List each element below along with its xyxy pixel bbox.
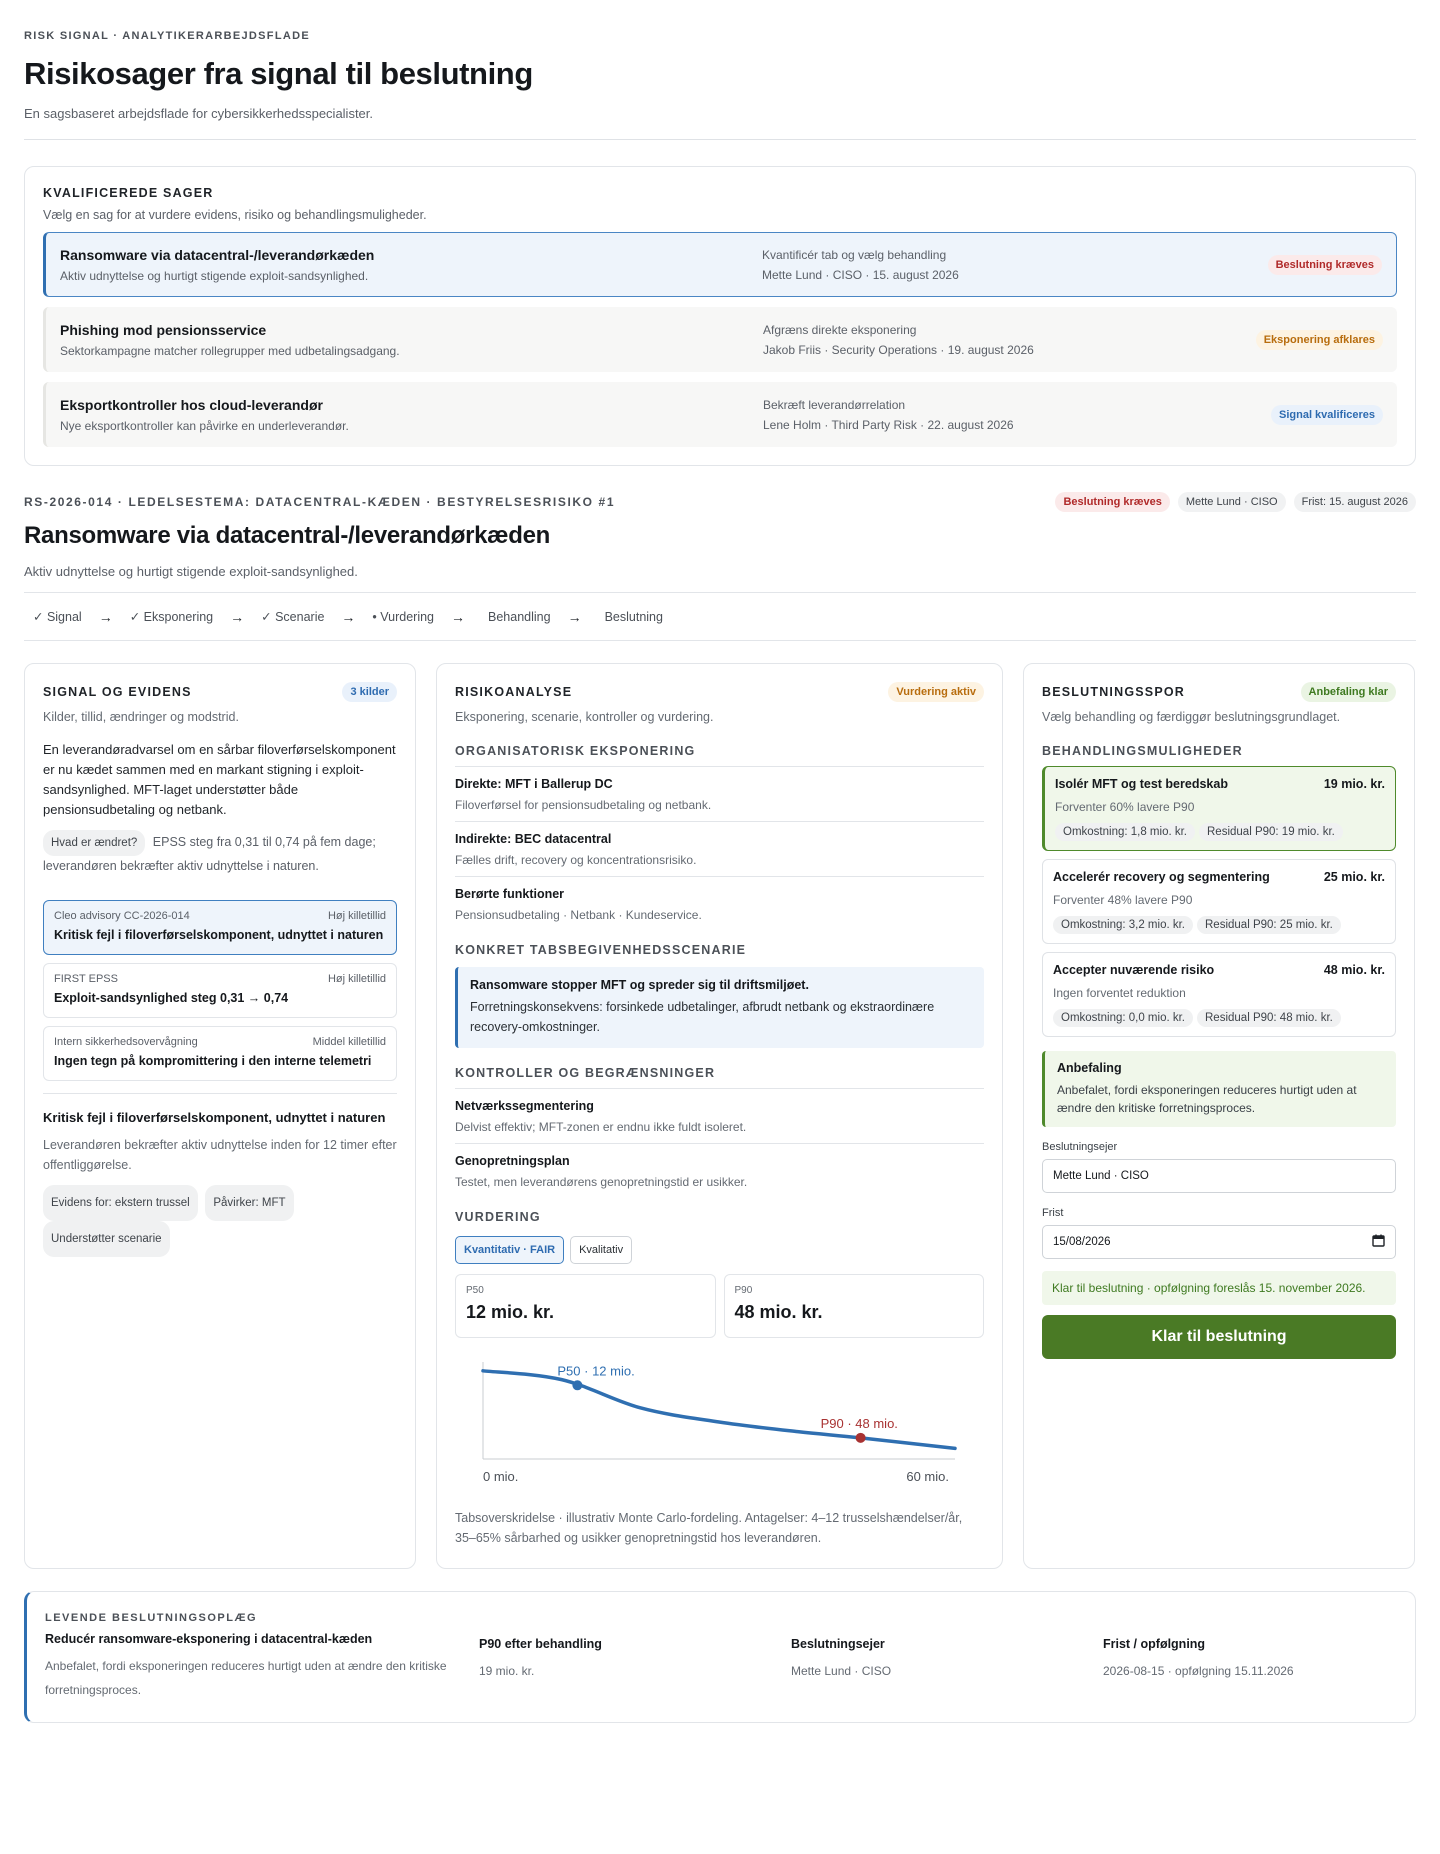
- case-title: Eksportkontroller hos cloud-leverandør: [60, 396, 323, 413]
- signal-evidence-panel: [24, 663, 416, 1569]
- controls-title: KONTROLLER OG BEGRÆNSNINGER: [455, 1066, 984, 1089]
- evidence-detail-text: Leverandøren bekræfter aktiv udnyttelse inden for 12 timer efter offentliggørelse.: [43, 1138, 397, 1172]
- loss-exceedance-svg: [455, 1356, 986, 1501]
- option-sub: Forventer 48% lavere P90: [1053, 893, 1193, 907]
- exposure-list: [455, 767, 984, 931]
- decision-desc: Vælg behandling og færdiggør beslutningsgrundlaget.: [1042, 710, 1341, 724]
- recommendation-title: Anbefaling: [1057, 1061, 1122, 1075]
- evidence-source: Cleo advisory CC-2026-014: [54, 910, 190, 922]
- owner-label: Beslutningsejer: [1042, 1141, 1118, 1153]
- risk-analysis-panel: [436, 663, 1003, 1569]
- signal-title: SIGNAL OG EVIDENS: [43, 685, 192, 699]
- marker-label-p50: P50 · 12 mio.: [557, 1363, 635, 1379]
- exposure-title: ORGANISATORISK EKSPONERING: [455, 744, 984, 767]
- exposure-item: [455, 877, 984, 931]
- brief-owner-value: Mette Lund · CISO: [791, 1664, 892, 1678]
- loss-stats: [455, 1274, 984, 1338]
- case-row-ransomware[interactable]: [43, 232, 1397, 297]
- brief-text: Anbefalet, fordi eksponeringen reduceres hurtigt uden at ændre den kritiske forretningsproces.: [45, 1659, 447, 1697]
- exposure-item-title: Direkte: MFT i Ballerup DC: [455, 777, 613, 791]
- assessment-badge: Vurdering aktiv: [888, 682, 984, 702]
- toggle-quantitative[interactable]: Kvantitativ · FAIR: [455, 1236, 564, 1264]
- recommendation-text: Anbefalet, fordi eksponeringen reduceres hurtigt uden at ændre den kritiske forretningsproces.: [1057, 1083, 1357, 1115]
- step-scenario[interactable]: ✓ Scenarie: [261, 610, 325, 624]
- option-residual: Residual P90: 48 mio. kr.: [1197, 1009, 1341, 1027]
- page-subtitle: En sagsbaseret arbejdsflade for cybersikkerhedsspecialister.: [24, 106, 374, 121]
- owner-value: Mette Lund · CISO: [1053, 1170, 1149, 1182]
- arrow-right-icon: →: [451, 608, 466, 625]
- case-sub: Nye eksportkontroller kan påvirke en underleverandør.: [60, 418, 349, 433]
- option-cost: Omkostning: 0,0 mio. kr.: [1053, 1009, 1193, 1027]
- arrow-right-icon: →: [567, 608, 582, 625]
- case-eyebrow: RS-2026-014 · LEDELSESTEMA: DATACENTRAL-KÆDEN · BESTYRELSESRISIKO #1: [24, 495, 616, 509]
- control-item: [455, 1089, 984, 1144]
- what-changed-chip: Hvad er ændret?: [43, 830, 145, 856]
- option-title: Isolér MFT og test beredskab: [1055, 777, 1228, 791]
- deadline-label: Frist: [1042, 1207, 1064, 1219]
- evidence-tags: [43, 1185, 397, 1257]
- control-text: Testet, men leverandørens genopretningstid er usikker.: [455, 1175, 748, 1189]
- p50-value: 12 mio. kr.: [466, 1302, 555, 1322]
- p50-label: P50: [466, 1285, 484, 1296]
- arrow-right-icon: →: [230, 608, 245, 625]
- signal-body: En leverandøradvarsel om en sårbar filoverførselskomponent er nu kædet sammen med en markant stigning i exploit-sandsynlighed. MFT-laget understøtter både pensionsudbetaling og netbank.: [43, 742, 396, 817]
- evidence-item[interactable]: [43, 1026, 397, 1081]
- deadline-date-input[interactable]: [1042, 1225, 1396, 1259]
- control-title: Genopretningsplan: [455, 1154, 570, 1168]
- option-cost: Omkostning: 3,2 mio. kr.: [1053, 916, 1193, 934]
- step-signal[interactable]: ✓ Signal: [33, 610, 82, 624]
- evidence-title: Ingen tegn på kompromittering i den interne telemetri: [54, 1054, 372, 1068]
- header-divider: [24, 139, 1416, 140]
- signal-desc: Kilder, tillid, ændringer og modstrid.: [43, 710, 239, 724]
- evidence-tag: Understøtter scenarie: [43, 1221, 170, 1257]
- toggle-qualitative[interactable]: Kvalitativ: [570, 1236, 632, 1264]
- qualified-cases-panel: [24, 166, 1416, 466]
- what-changed-text: EPSS steg fra 0,31 til 0,74 på fem dage; leverandøren bekræfter aktiv udnyttelse i naturen.: [43, 835, 376, 873]
- case-owner: Lene Holm · Third Party Risk · 22. august 2026: [763, 417, 1014, 432]
- brief-p90-value: 19 mio. kr.: [479, 1664, 535, 1678]
- brief-eyebrow: LEVENDE BESLUTNINGSOPLÆG: [45, 1612, 258, 1624]
- brief-owner-label: Beslutningsejer: [791, 1637, 885, 1651]
- exposure-item-text: Pensionsudbetaling · Netbank · Kundeservice.: [455, 908, 702, 922]
- workflow-steps: [24, 592, 1416, 641]
- chart-note: Tabsoverskridelse · illustrativ Monte Carlo-fordeling. Antagelser: 4–12 trusselshændelser/år, 35–65% sårbarhed og usikker genopretningstid hos leverandøren.: [455, 1511, 963, 1545]
- arrow-right-icon: →: [98, 608, 113, 625]
- evidence-tag: Evidens for: ekstern trussel: [43, 1185, 198, 1221]
- assessment-title: VURDERING: [455, 1210, 541, 1224]
- treatment-option[interactable]: [1042, 859, 1396, 944]
- exposure-item-title: Indirekte: BEC datacentral: [455, 832, 612, 846]
- exceedance-curve: [483, 1371, 955, 1449]
- case-desc: Aktiv udnyttelse og hurtigt stigende exploit-sandsynlighed.: [24, 564, 358, 579]
- step-treatment[interactable]: Behandling: [488, 609, 551, 624]
- assessment-mode-toggle: [455, 1236, 984, 1264]
- p90-label: P90: [734, 1285, 753, 1296]
- marker-point-p50: [572, 1380, 582, 1390]
- case-title: Phishing mod pensionsservice: [60, 321, 267, 338]
- option-title: Accepter nuværende risiko: [1053, 963, 1215, 977]
- page-header: [24, 30, 1416, 140]
- brief-title: Reducér ransomware-eksponering i datacentral-kæden: [45, 1632, 373, 1646]
- risk-title: RISIKOANALYSE: [455, 685, 573, 699]
- brief-deadline-value: 2026-08-15 · opfølgning 15.11.2026: [1103, 1664, 1294, 1678]
- scenario-head: Ransomware stopper MFT og spreder sig til driftsmiljøet.: [470, 978, 809, 992]
- evidence-item[interactable]: [43, 900, 397, 955]
- exposure-item-text: Fælles drift, recovery og koncentrationsrisiko.: [455, 853, 697, 867]
- evidence-detail-title: Kritisk fejl i filoverførselskomponent, udnyttet i naturen: [43, 1110, 386, 1125]
- case-title: Ransomware via datacentral-/leverandørkæden: [60, 246, 375, 263]
- evidence-title: Exploit-sandsynlighed steg 0,31 → 0,74: [54, 991, 289, 1005]
- case-owner: Mette Lund · CISO · 15. august 2026: [762, 267, 959, 282]
- option-cost: Omkostning: 1,8 mio. kr.: [1055, 823, 1195, 841]
- live-decision-brief: [24, 1591, 1416, 1723]
- status-badge: Eksponering afklares: [1256, 330, 1383, 350]
- p90-value: 48 mio. kr.: [734, 1302, 823, 1322]
- step-exposure[interactable]: ✓ Eksponering: [129, 610, 214, 624]
- risk-desc: Eksponering, scenarie, kontroller og vurdering.: [455, 710, 714, 724]
- brief-deadline-label: Frist / opfølgning: [1103, 1637, 1206, 1651]
- case-deadline-chip: Frist: 15. august 2026: [1294, 492, 1416, 512]
- case-row-phishing[interactable]: [43, 307, 1397, 372]
- evidence-trust: Høj killetillid: [327, 973, 386, 985]
- recommendation-badge: Anbefaling klar: [1301, 682, 1396, 702]
- exposure-item-title: Berørte funktioner: [455, 887, 565, 901]
- treatment-option[interactable]: [1042, 952, 1396, 1037]
- option-amount: 25 mio. kr.: [1323, 870, 1385, 884]
- x-tick-label: 60 mio.: [906, 1469, 949, 1484]
- evidence-tag: Påvirker: MFT: [205, 1185, 293, 1221]
- p50-stat: [455, 1274, 716, 1338]
- treatment-option[interactable]: [1042, 766, 1396, 851]
- case-next-step: Bekræft leverandørrelation: [763, 397, 906, 412]
- app-eyebrow: RISK SIGNAL · ANALYTIKERARBEJDSFLADE: [24, 30, 310, 42]
- control-text: Delvist effektiv; MFT-zonen er endnu ikke fuldt isoleret.: [455, 1120, 747, 1134]
- p90-stat: [724, 1274, 985, 1338]
- control-title: Netværkssegmentering: [455, 1099, 594, 1113]
- evidence-source: Intern sikkerhedsovervågning: [54, 1036, 198, 1048]
- option-sub: Ingen forventet reduktion: [1053, 986, 1186, 1000]
- brief-p90-label: P90 efter behandling: [479, 1637, 602, 1651]
- what-changed: [43, 830, 397, 876]
- decision-title: BESLUTNINGSSPOR: [1042, 685, 1186, 699]
- exposure-item: [455, 822, 984, 877]
- loss-exceedance-chart: [455, 1356, 984, 1504]
- option-sub: Forventer 60% lavere P90: [1055, 800, 1195, 814]
- scenario-text: Forretningskonsekvens: forsinkede udbetalinger, afbrudt netbank og ekstraordinære recovery-omkostninger.: [470, 1000, 935, 1034]
- marker-label-p90: P90 · 48 mio.: [820, 1415, 898, 1431]
- case-sub: Aktiv udnyttelse og hurtigt stigende exploit-sandsynlighed.: [60, 268, 369, 283]
- scenario-title: KONKRET TABSBEGIVENHEDSSCENARIE: [455, 943, 747, 957]
- cases-desc: Vælg en sag for at vurdere evidens, risiko og behandlingsmuligheder.: [43, 208, 427, 222]
- option-amount: 48 mio. kr.: [1323, 963, 1385, 977]
- evidence-trust: Høj killetillid: [327, 910, 386, 922]
- evidence-item[interactable]: [43, 963, 397, 1018]
- ready-for-decision-button[interactable]: Klar til beslutning: [1042, 1315, 1396, 1359]
- exposure-item: [455, 767, 984, 822]
- case-sub: Sektorkampagne matcher rollegrupper med udbetalingsadgang.: [60, 343, 400, 358]
- ready-note: Klar til beslutning · opfølgning foreslås 15. november 2026.: [1042, 1271, 1396, 1305]
- x-tick-label: 0 mio.: [483, 1469, 519, 1484]
- scenario-box: [455, 967, 984, 1048]
- control-item: [455, 1144, 984, 1198]
- deadline-value: 15/08/2026: [1053, 1236, 1111, 1248]
- evidence-divider: [43, 1093, 397, 1094]
- status-badge: Beslutning kræves: [1268, 255, 1382, 275]
- case-next-step: Afgræns direkte eksponering: [763, 322, 917, 337]
- options-title: BEHANDLINGSMULIGHEDER: [1042, 744, 1243, 758]
- case-header: [24, 492, 1416, 512]
- case-next-step: Kvantificér tab og vælg behandling: [762, 247, 947, 262]
- option-title: Accelerér recovery og segmentering: [1053, 870, 1270, 884]
- decision-track-panel: [1023, 663, 1415, 1569]
- option-amount: 19 mio. kr.: [1323, 777, 1385, 791]
- evidence-title: Kritisk fejl i filoverførselskomponent, udnyttet i naturen: [54, 928, 384, 942]
- calendar-icon[interactable]: [1372, 1234, 1385, 1250]
- option-residual: Residual P90: 19 mio. kr.: [1199, 823, 1343, 841]
- option-residual: Residual P90: 25 mio. kr.: [1197, 916, 1341, 934]
- marker-point-p90: [856, 1433, 866, 1443]
- evidence-source: FIRST EPSS: [54, 973, 118, 985]
- cases-title: KVALIFICEREDE SAGER: [43, 186, 214, 200]
- status-badge: Signal kvalificeres: [1271, 405, 1383, 425]
- owner-field[interactable]: [1042, 1159, 1396, 1193]
- case-status-chip: Beslutning kræves: [1055, 492, 1169, 512]
- case-owner: Jakob Friis · Security Operations · 19. august 2026: [763, 342, 1034, 357]
- sources-badge: 3 kilder: [342, 682, 397, 702]
- recommendation-box: [1042, 1051, 1396, 1127]
- arrow-right-icon: →: [341, 608, 356, 625]
- page-title: Risikosager fra signal til beslutning: [24, 56, 533, 91]
- evidence-trust: Middel killetillid: [312, 1036, 386, 1048]
- case-title: Ransomware via datacentral-/leverandørkæden: [24, 522, 550, 549]
- step-decision[interactable]: Beslutning: [604, 609, 663, 624]
- exposure-item-text: Filoverførsel for pensionsudbetaling og netbank.: [455, 798, 712, 812]
- case-row-export-controls[interactable]: [43, 382, 1397, 447]
- case-owner-chip: Mette Lund · CISO: [1178, 492, 1286, 512]
- step-assessment[interactable]: • Vurdering: [372, 609, 435, 624]
